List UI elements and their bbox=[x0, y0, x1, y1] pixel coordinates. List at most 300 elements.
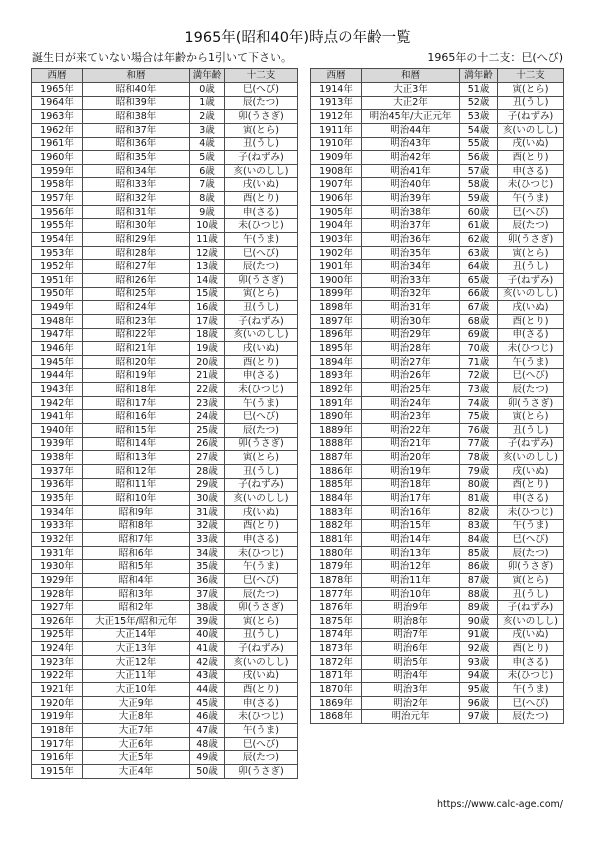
cell-era: 昭和24年 bbox=[83, 301, 190, 315]
cell-zodiac: 寅(とら) bbox=[498, 83, 564, 97]
cell-zodiac: 申(さる) bbox=[225, 696, 298, 710]
cell-year: 1906年 bbox=[311, 192, 362, 206]
cell-era: 明治7年 bbox=[362, 628, 460, 642]
table-row bbox=[32, 301, 298, 315]
cell-age: 76歳 bbox=[460, 424, 498, 438]
cell-zodiac: 卯(うさぎ) bbox=[225, 601, 298, 615]
table-row bbox=[311, 710, 564, 724]
cell-age: 97歳 bbox=[460, 710, 498, 724]
table-row bbox=[32, 164, 298, 178]
cell-age: 60歳 bbox=[460, 205, 498, 219]
table-row bbox=[32, 710, 298, 724]
cell-era: 明治3年 bbox=[362, 683, 460, 697]
cell-zodiac: 辰(たつ) bbox=[225, 424, 298, 438]
table-row bbox=[311, 178, 564, 192]
table-header-row bbox=[32, 69, 298, 83]
cell-era: 明治31年 bbox=[362, 301, 460, 315]
cell-year: 1954年 bbox=[32, 233, 83, 247]
table-row bbox=[311, 546, 564, 560]
cell-era: 明治26年 bbox=[362, 369, 460, 383]
cell-year: 1868年 bbox=[311, 710, 362, 724]
cell-year: 1878年 bbox=[311, 574, 362, 588]
table-row bbox=[32, 355, 298, 369]
cell-age: 58歳 bbox=[460, 178, 498, 192]
cell-age: 50歳 bbox=[190, 765, 225, 779]
cell-age: 64歳 bbox=[460, 260, 498, 274]
cell-age: 82歳 bbox=[460, 505, 498, 519]
cell-zodiac: 丑(うし) bbox=[498, 96, 564, 110]
cell-zodiac: 酉(とり) bbox=[498, 642, 564, 656]
table-row bbox=[311, 151, 564, 165]
cell-zodiac: 子(ねずみ) bbox=[225, 314, 298, 328]
cell-zodiac: 未(ひつじ) bbox=[225, 710, 298, 724]
cell-year: 1900年 bbox=[311, 273, 362, 287]
cell-zodiac: 戌(いぬ) bbox=[498, 628, 564, 642]
table-row bbox=[311, 437, 564, 451]
cell-zodiac: 亥(いのしし) bbox=[225, 164, 298, 178]
cell-zodiac: 未(ひつじ) bbox=[225, 546, 298, 560]
cell-age: 4歳 bbox=[190, 137, 225, 151]
cell-year: 1921年 bbox=[32, 683, 83, 697]
table-row bbox=[311, 164, 564, 178]
cell-era: 昭和28年 bbox=[83, 246, 190, 260]
cell-era: 明治11年 bbox=[362, 574, 460, 588]
cell-era: 昭和40年 bbox=[83, 83, 190, 97]
table-row bbox=[32, 628, 298, 642]
cell-age: 36歳 bbox=[190, 574, 225, 588]
cell-year: 1899年 bbox=[311, 287, 362, 301]
cell-zodiac: 未(ひつじ) bbox=[225, 383, 298, 397]
table-row bbox=[32, 123, 298, 137]
cell-era: 昭和23年 bbox=[83, 314, 190, 328]
table-row bbox=[32, 642, 298, 656]
cell-year: 1941年 bbox=[32, 410, 83, 424]
age-table-left bbox=[31, 68, 298, 779]
table-row bbox=[32, 96, 298, 110]
table-row bbox=[32, 655, 298, 669]
cell-age: 88歳 bbox=[460, 587, 498, 601]
cell-age: 29歳 bbox=[190, 478, 225, 492]
cell-zodiac: 子(ねずみ) bbox=[225, 478, 298, 492]
cell-age: 86歳 bbox=[460, 560, 498, 574]
cell-zodiac: 寅(とら) bbox=[225, 614, 298, 628]
cell-era: 明治27年 bbox=[362, 355, 460, 369]
cell-zodiac: 卯(うさぎ) bbox=[225, 765, 298, 779]
cell-zodiac: 亥(いのしし) bbox=[498, 123, 564, 137]
cell-era: 明治17年 bbox=[362, 492, 460, 506]
column-header-year: 西暦 bbox=[311, 69, 362, 83]
cell-age: 85歳 bbox=[460, 546, 498, 560]
cell-era: 明治23年 bbox=[362, 410, 460, 424]
cell-age: 67歳 bbox=[460, 301, 498, 315]
cell-era: 昭和7年 bbox=[83, 533, 190, 547]
cell-year: 1876年 bbox=[311, 601, 362, 615]
table-row bbox=[311, 669, 564, 683]
table-row bbox=[311, 560, 564, 574]
cell-era: 明治28年 bbox=[362, 342, 460, 356]
cell-era: 大正10年 bbox=[83, 683, 190, 697]
cell-zodiac: 申(さる) bbox=[225, 533, 298, 547]
cell-era: 明治24年 bbox=[362, 396, 460, 410]
cell-era: 明治45年/大正元年 bbox=[362, 110, 460, 124]
page-title: 1965年(昭和40年)時点の年齢一覧 bbox=[184, 30, 411, 46]
cell-age: 92歳 bbox=[460, 642, 498, 656]
cell-age: 90歳 bbox=[460, 614, 498, 628]
cell-year: 1933年 bbox=[32, 519, 83, 533]
cell-age: 37歳 bbox=[190, 587, 225, 601]
cell-zodiac: 酉(とり) bbox=[225, 683, 298, 697]
cell-year: 1881年 bbox=[311, 533, 362, 547]
cell-age: 72歳 bbox=[460, 369, 498, 383]
cell-age: 0歳 bbox=[190, 83, 225, 97]
cell-age: 68歳 bbox=[460, 314, 498, 328]
cell-age: 30歳 bbox=[190, 492, 225, 506]
cell-year: 1944年 bbox=[32, 369, 83, 383]
column-header-zodiac: 十二支 bbox=[498, 69, 564, 83]
cell-year: 1877年 bbox=[311, 587, 362, 601]
table-row bbox=[311, 314, 564, 328]
cell-year: 1913年 bbox=[311, 96, 362, 110]
table-row bbox=[311, 273, 564, 287]
table-row bbox=[311, 301, 564, 315]
cell-era: 明治16年 bbox=[362, 505, 460, 519]
cell-year: 1911年 bbox=[311, 123, 362, 137]
cell-zodiac: 子(ねずみ) bbox=[498, 601, 564, 615]
cell-zodiac: 辰(たつ) bbox=[498, 546, 564, 560]
cell-era: 昭和37年 bbox=[83, 123, 190, 137]
cell-zodiac: 卯(うさぎ) bbox=[225, 273, 298, 287]
cell-era: 明治2年 bbox=[362, 696, 460, 710]
cell-age: 66歳 bbox=[460, 287, 498, 301]
cell-age: 1歳 bbox=[190, 96, 225, 110]
cell-year: 1869年 bbox=[311, 696, 362, 710]
cell-year: 1955年 bbox=[32, 219, 83, 233]
cell-year: 1940年 bbox=[32, 424, 83, 438]
cell-era: 明治18年 bbox=[362, 478, 460, 492]
cell-zodiac: 戌(いぬ) bbox=[225, 342, 298, 356]
cell-zodiac: 卯(うさぎ) bbox=[225, 437, 298, 451]
table-row bbox=[32, 137, 298, 151]
cell-age: 83歳 bbox=[460, 519, 498, 533]
cell-zodiac: 未(ひつじ) bbox=[225, 219, 298, 233]
table-row bbox=[32, 287, 298, 301]
table-row bbox=[311, 328, 564, 342]
cell-era: 昭和4年 bbox=[83, 574, 190, 588]
cell-year: 1875年 bbox=[311, 614, 362, 628]
cell-age: 11歳 bbox=[190, 233, 225, 247]
cell-era: 大正14年 bbox=[83, 628, 190, 642]
cell-zodiac: 戌(いぬ) bbox=[225, 505, 298, 519]
cell-era: 明治36年 bbox=[362, 233, 460, 247]
cell-era: 明治41年 bbox=[362, 164, 460, 178]
cell-zodiac: 巳(へび) bbox=[225, 83, 298, 97]
year-zodiac-label: 1965年の十二支：巳(へび) bbox=[427, 51, 563, 64]
cell-zodiac: 午(うま) bbox=[498, 355, 564, 369]
cell-year: 1957年 bbox=[32, 192, 83, 206]
cell-year: 1889年 bbox=[311, 424, 362, 438]
cell-zodiac: 丑(うし) bbox=[225, 628, 298, 642]
table-row bbox=[32, 192, 298, 206]
cell-year: 1915年 bbox=[32, 765, 83, 779]
cell-year: 1959年 bbox=[32, 164, 83, 178]
table-row bbox=[311, 628, 564, 642]
cell-age: 70歳 bbox=[460, 342, 498, 356]
cell-zodiac: 午(うま) bbox=[498, 683, 564, 697]
table-row bbox=[32, 328, 298, 342]
table-row bbox=[32, 205, 298, 219]
cell-year: 1952年 bbox=[32, 260, 83, 274]
cell-age: 43歳 bbox=[190, 669, 225, 683]
cell-age: 35歳 bbox=[190, 560, 225, 574]
cell-zodiac: 辰(たつ) bbox=[498, 219, 564, 233]
cell-year: 1902年 bbox=[311, 246, 362, 260]
cell-year: 1946年 bbox=[32, 342, 83, 356]
cell-zodiac: 巳(へび) bbox=[498, 205, 564, 219]
table-row bbox=[32, 737, 298, 751]
table-row bbox=[32, 696, 298, 710]
cell-age: 48歳 bbox=[190, 737, 225, 751]
cell-year: 1960年 bbox=[32, 151, 83, 165]
table-row bbox=[311, 464, 564, 478]
cell-zodiac: 未(ひつじ) bbox=[498, 505, 564, 519]
cell-year: 1887年 bbox=[311, 451, 362, 465]
cell-year: 1939年 bbox=[32, 437, 83, 451]
cell-zodiac: 酉(とり) bbox=[225, 192, 298, 206]
cell-age: 19歳 bbox=[190, 342, 225, 356]
table-row bbox=[311, 233, 564, 247]
cell-age: 28歳 bbox=[190, 464, 225, 478]
cell-era: 明治10年 bbox=[362, 587, 460, 601]
cell-year: 1956年 bbox=[32, 205, 83, 219]
cell-age: 12歳 bbox=[190, 246, 225, 260]
cell-age: 16歳 bbox=[190, 301, 225, 315]
cell-era: 昭和35年 bbox=[83, 151, 190, 165]
cell-zodiac: 申(さる) bbox=[225, 205, 298, 219]
table-row bbox=[32, 601, 298, 615]
table-row bbox=[311, 492, 564, 506]
cell-era: 明治13年 bbox=[362, 546, 460, 560]
cell-year: 1917年 bbox=[32, 737, 83, 751]
table-row bbox=[311, 519, 564, 533]
table-row bbox=[32, 246, 298, 260]
cell-zodiac: 酉(とり) bbox=[498, 151, 564, 165]
cell-zodiac: 卯(うさぎ) bbox=[225, 110, 298, 124]
table-row bbox=[311, 137, 564, 151]
cell-zodiac: 子(ねずみ) bbox=[225, 151, 298, 165]
cell-age: 26歳 bbox=[190, 437, 225, 451]
cell-era: 明治元年 bbox=[362, 710, 460, 724]
cell-year: 1950年 bbox=[32, 287, 83, 301]
cell-zodiac: 寅(とら) bbox=[225, 287, 298, 301]
cell-zodiac: 子(ねずみ) bbox=[225, 642, 298, 656]
cell-era: 昭和33年 bbox=[83, 178, 190, 192]
cell-age: 75歳 bbox=[460, 410, 498, 424]
cell-zodiac: 丑(うし) bbox=[498, 260, 564, 274]
column-header-era: 和暦 bbox=[83, 69, 190, 83]
cell-era: 明治5年 bbox=[362, 655, 460, 669]
cell-year: 1914年 bbox=[311, 83, 362, 97]
cell-zodiac: 卯(うさぎ) bbox=[498, 396, 564, 410]
table-row bbox=[311, 123, 564, 137]
cell-age: 9歳 bbox=[190, 205, 225, 219]
cell-age: 93歳 bbox=[460, 655, 498, 669]
cell-age: 17歳 bbox=[190, 314, 225, 328]
cell-year: 1907年 bbox=[311, 178, 362, 192]
cell-year: 1918年 bbox=[32, 724, 83, 738]
birthday-note: 誕生日が来ていない場合は年齢から1引いて下さい。 bbox=[32, 51, 292, 64]
cell-zodiac: 巳(へび) bbox=[498, 696, 564, 710]
cell-year: 1928年 bbox=[32, 587, 83, 601]
cell-year: 1953年 bbox=[32, 246, 83, 260]
cell-zodiac: 申(さる) bbox=[498, 328, 564, 342]
cell-year: 1930年 bbox=[32, 560, 83, 574]
cell-zodiac: 辰(たつ) bbox=[498, 710, 564, 724]
cell-zodiac: 丑(うし) bbox=[225, 137, 298, 151]
cell-zodiac: 酉(とり) bbox=[225, 355, 298, 369]
table-row bbox=[311, 355, 564, 369]
table-row bbox=[311, 260, 564, 274]
cell-year: 1924年 bbox=[32, 642, 83, 656]
cell-era: 明治6年 bbox=[362, 642, 460, 656]
cell-zodiac: 丑(うし) bbox=[225, 301, 298, 315]
cell-year: 1925年 bbox=[32, 628, 83, 642]
table-row bbox=[311, 505, 564, 519]
cell-age: 7歳 bbox=[190, 178, 225, 192]
cell-era: 昭和5年 bbox=[83, 560, 190, 574]
cell-zodiac: 子(ねずみ) bbox=[498, 437, 564, 451]
table-row bbox=[311, 655, 564, 669]
cell-era: 明治29年 bbox=[362, 328, 460, 342]
cell-year: 1923年 bbox=[32, 655, 83, 669]
cell-era: 明治32年 bbox=[362, 287, 460, 301]
cell-zodiac: 亥(いのしし) bbox=[225, 328, 298, 342]
cell-era: 昭和19年 bbox=[83, 369, 190, 383]
cell-zodiac: 戌(いぬ) bbox=[225, 178, 298, 192]
cell-era: 昭和21年 bbox=[83, 342, 190, 356]
cell-age: 89歳 bbox=[460, 601, 498, 615]
cell-era: 明治43年 bbox=[362, 137, 460, 151]
table-row bbox=[311, 424, 564, 438]
cell-age: 84歳 bbox=[460, 533, 498, 547]
table-row bbox=[311, 219, 564, 233]
table-row bbox=[32, 669, 298, 683]
cell-zodiac: 戌(いぬ) bbox=[498, 464, 564, 478]
table-row bbox=[311, 192, 564, 206]
cell-zodiac: 亥(いのしし) bbox=[498, 451, 564, 465]
cell-era: 昭和31年 bbox=[83, 205, 190, 219]
cell-era: 昭和26年 bbox=[83, 273, 190, 287]
cell-year: 1932年 bbox=[32, 533, 83, 547]
cell-zodiac: 巳(へび) bbox=[498, 369, 564, 383]
cell-zodiac: 申(さる) bbox=[498, 655, 564, 669]
table-row bbox=[32, 410, 298, 424]
cell-zodiac: 戌(いぬ) bbox=[498, 301, 564, 315]
cell-era: 明治20年 bbox=[362, 451, 460, 465]
cell-year: 1870年 bbox=[311, 683, 362, 697]
table-body bbox=[311, 83, 564, 724]
cell-year: 1963年 bbox=[32, 110, 83, 124]
cell-zodiac: 酉(とり) bbox=[498, 478, 564, 492]
cell-era: 昭和13年 bbox=[83, 451, 190, 465]
cell-era: 昭和6年 bbox=[83, 546, 190, 560]
cell-year: 1947年 bbox=[32, 328, 83, 342]
table-row bbox=[32, 614, 298, 628]
cell-year: 1962年 bbox=[32, 123, 83, 137]
cell-year: 1896年 bbox=[311, 328, 362, 342]
table-row bbox=[32, 464, 298, 478]
cell-era: 明治4年 bbox=[362, 669, 460, 683]
cell-age: 71歳 bbox=[460, 355, 498, 369]
cell-era: 昭和10年 bbox=[83, 492, 190, 506]
cell-year: 1882年 bbox=[311, 519, 362, 533]
table-row bbox=[311, 83, 564, 97]
cell-year: 1934年 bbox=[32, 505, 83, 519]
table-body bbox=[32, 83, 298, 779]
cell-zodiac: 午(うま) bbox=[225, 233, 298, 247]
table-row bbox=[32, 396, 298, 410]
cell-age: 49歳 bbox=[190, 751, 225, 765]
table-row bbox=[311, 574, 564, 588]
table-row bbox=[32, 587, 298, 601]
cell-era: 昭和15年 bbox=[83, 424, 190, 438]
cell-zodiac: 巳(へび) bbox=[225, 574, 298, 588]
table-row bbox=[311, 96, 564, 110]
cell-era: 昭和8年 bbox=[83, 519, 190, 533]
cell-zodiac: 寅(とら) bbox=[498, 246, 564, 260]
table-row bbox=[311, 396, 564, 410]
cell-zodiac: 未(ひつじ) bbox=[498, 178, 564, 192]
cell-year: 1895年 bbox=[311, 342, 362, 356]
cell-year: 1897年 bbox=[311, 314, 362, 328]
cell-zodiac: 戌(いぬ) bbox=[225, 669, 298, 683]
cell-year: 1926年 bbox=[32, 614, 83, 628]
cell-zodiac: 亥(いのしし) bbox=[225, 655, 298, 669]
cell-era: 昭和32年 bbox=[83, 192, 190, 206]
cell-age: 13歳 bbox=[190, 260, 225, 274]
table-row bbox=[32, 505, 298, 519]
cell-age: 94歳 bbox=[460, 669, 498, 683]
cell-zodiac: 辰(たつ) bbox=[225, 751, 298, 765]
cell-age: 24歳 bbox=[190, 410, 225, 424]
cell-year: 1929年 bbox=[32, 574, 83, 588]
cell-zodiac: 申(さる) bbox=[498, 492, 564, 506]
cell-age: 78歳 bbox=[460, 451, 498, 465]
table-row bbox=[32, 751, 298, 765]
table-row bbox=[32, 342, 298, 356]
cell-zodiac: 卯(うさぎ) bbox=[498, 233, 564, 247]
cell-year: 1905年 bbox=[311, 205, 362, 219]
cell-year: 1879年 bbox=[311, 560, 362, 574]
table-row bbox=[32, 533, 298, 547]
cell-year: 1891年 bbox=[311, 396, 362, 410]
cell-age: 74歳 bbox=[460, 396, 498, 410]
cell-zodiac: 丑(うし) bbox=[225, 464, 298, 478]
cell-zodiac: 亥(いのしし) bbox=[498, 287, 564, 301]
cell-zodiac: 寅(とら) bbox=[225, 123, 298, 137]
cell-era: 昭和22年 bbox=[83, 328, 190, 342]
cell-era: 昭和27年 bbox=[83, 260, 190, 274]
cell-era: 昭和11年 bbox=[83, 478, 190, 492]
table-row bbox=[32, 451, 298, 465]
table-row bbox=[311, 478, 564, 492]
cell-age: 38歳 bbox=[190, 601, 225, 615]
cell-era: 明治15年 bbox=[362, 519, 460, 533]
cell-year: 1951年 bbox=[32, 273, 83, 287]
cell-era: 明治21年 bbox=[362, 437, 460, 451]
cell-age: 77歳 bbox=[460, 437, 498, 451]
cell-year: 1922年 bbox=[32, 669, 83, 683]
table-head bbox=[32, 69, 298, 83]
